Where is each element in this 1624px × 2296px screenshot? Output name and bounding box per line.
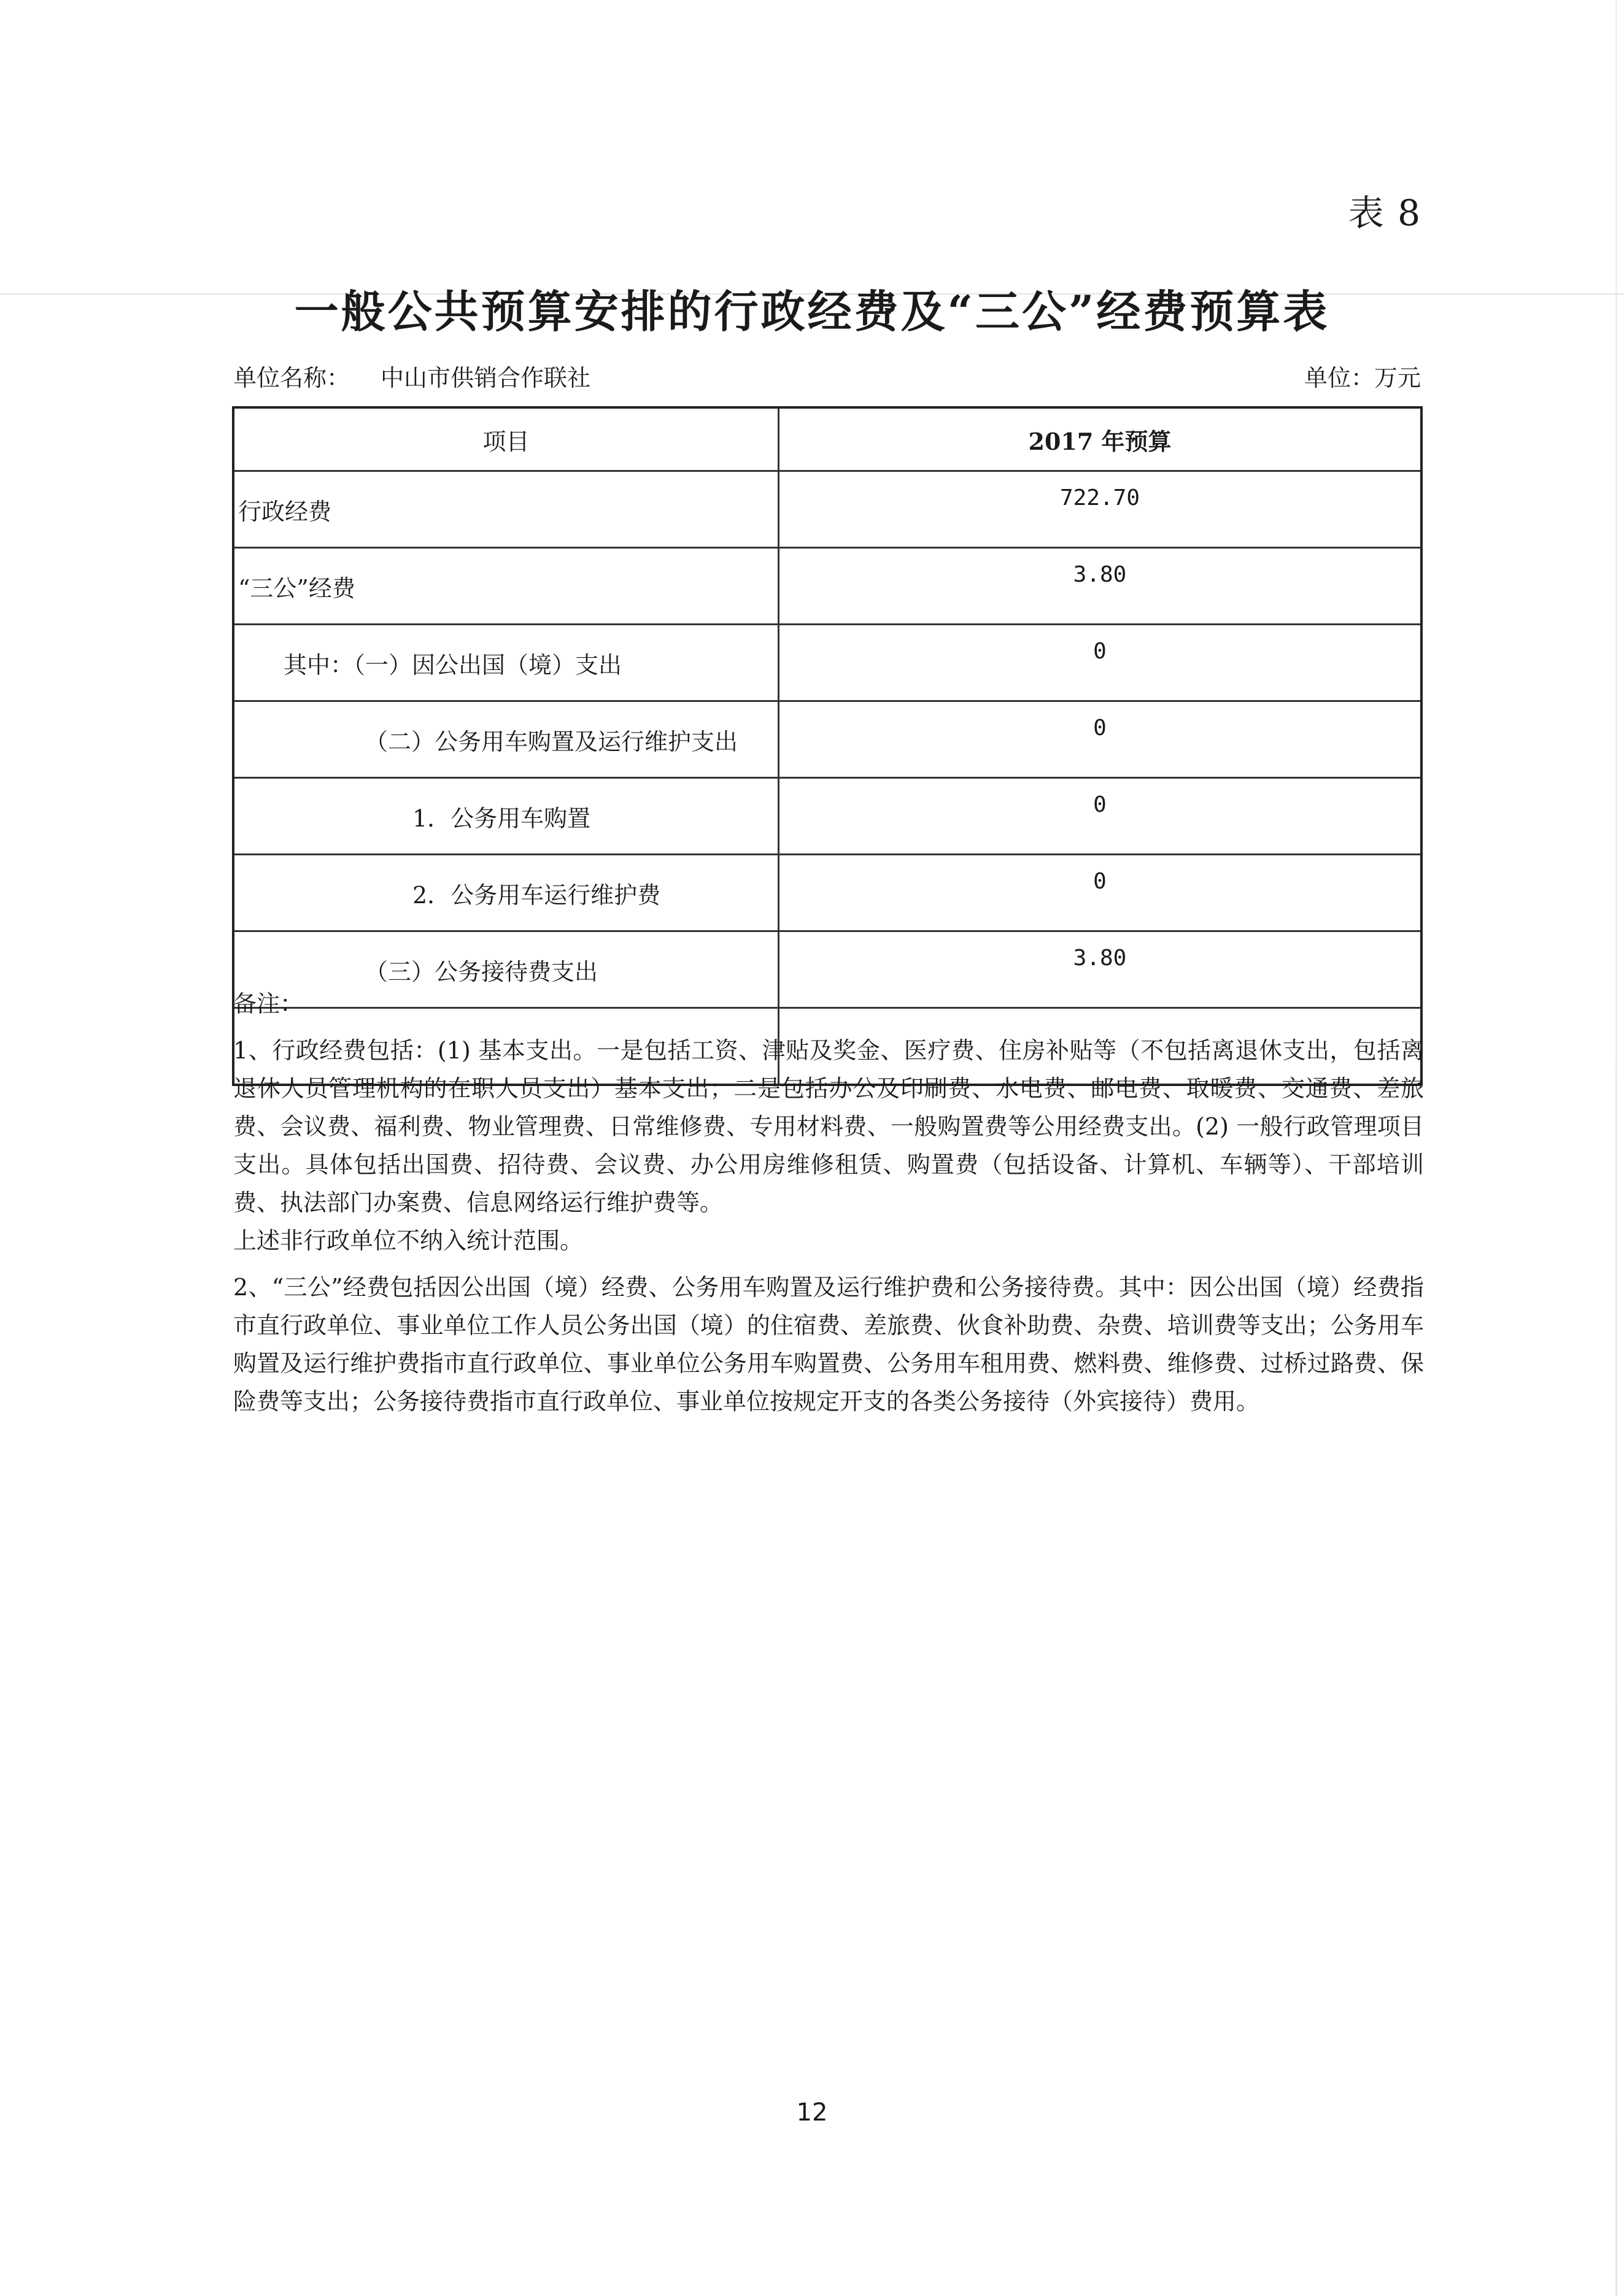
table-header-row xyxy=(233,407,1421,471)
table-row xyxy=(233,701,1421,778)
row-item: （三）公务接待费支出 xyxy=(233,931,779,1008)
row-value: 0 xyxy=(779,625,1421,701)
table-row xyxy=(233,778,1421,855)
table-row xyxy=(233,855,1421,931)
page-number: 12 xyxy=(796,2098,828,2127)
budget-table xyxy=(232,406,1423,1086)
column-header-item: 项目 xyxy=(233,407,779,471)
row-item: 2．公务用车运行维护费 xyxy=(233,855,779,931)
row-value: 722.70 xyxy=(779,471,1421,548)
note-1: 1、行政经费包括：(1) 基本支出。一是包括工资、津贴及奖金、医疗费、住房补贴等（不包括离退休支出，包括离退休人员管理机构的在职人员支出）基本支出；二是包括办公及印刷费、水电费、邮电费、取暖费、交通费、差旅费、会议费、福利费、物业管理费、日常维修费、专用材料费、一般购置费等公用经费支出。(2) 一般行政管理项目支出。具体包括出国费、招待费、会议费、办公用房维修租赁、购置费（包括设备、计算机、车辆等）、干部培训费、执法部门办案费、信息网络运行维护费等。 xyxy=(233,1037,1424,1216)
scan-edge-mark xyxy=(1615,0,1617,2296)
table-row xyxy=(233,625,1421,701)
table-row xyxy=(233,471,1421,548)
column-header-budget: 2017 年预算 xyxy=(779,407,1421,471)
unit-name xyxy=(233,359,590,393)
row-item: “三公”经费 xyxy=(233,548,779,625)
row-item: （二）公务用车购置及运行维护支出 xyxy=(233,701,779,778)
row-item: 其中：（一）因公出国（境）支出 xyxy=(233,625,779,701)
unit-name-value: 中山市供销合作联社 xyxy=(381,364,591,391)
row-item: 行政经费 xyxy=(233,471,779,548)
table-row xyxy=(233,548,1421,625)
row-value: 0 xyxy=(779,778,1421,855)
document-title: 一般公共预算安排的行政经费及“三公”经费预算表 xyxy=(294,285,1330,337)
notes-heading: 备注： xyxy=(233,990,304,1017)
row-value: 0 xyxy=(779,701,1421,778)
row-item: 1．公务用车购置 xyxy=(233,778,779,855)
notes-section xyxy=(233,985,1424,1420)
row-value: 0 xyxy=(779,855,1421,931)
note-1-extra: 上述非行政单位不纳入统计范围。 xyxy=(233,1227,584,1254)
row-value: 3.80 xyxy=(779,931,1421,1008)
row-value: 3.80 xyxy=(779,548,1421,625)
unit-of-measure: 单位：万元 xyxy=(1304,364,1421,391)
table-number: 表 8 xyxy=(1348,192,1421,234)
unit-name-label: 单位名称： xyxy=(233,364,350,391)
note-2: 2、“三公”经费包括因公出国（境）经费、公务用车购置及运行维护费和公务接待费。其中：因公出国（境）经费指市直行政单位、事业单位工作人员公务出国（境）的住宿费、差旅费、伙食补助费、杂费、培训费等支出；公务用车购置及运行维护费指市直行政单位、事业单位公务用车购置费、公务用车租用费、燃料费、维修费、过桥过路费、保险费等支出；公务接待费指市直行政单位、事业单位按规定开支的各类公务接待（外宾接待）费用。 xyxy=(233,1274,1424,1415)
